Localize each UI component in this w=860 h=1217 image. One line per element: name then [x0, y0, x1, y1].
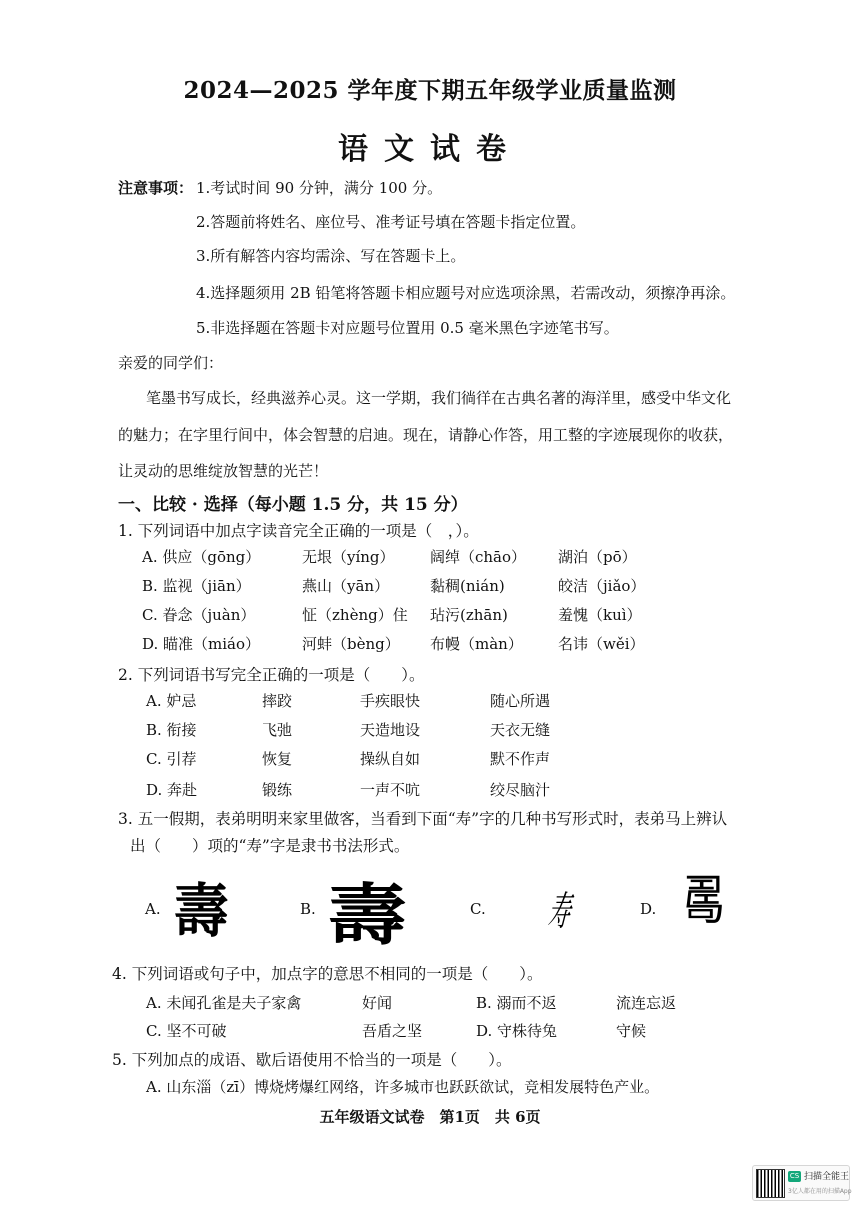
- q1-b-2: 燕山（yān）: [302, 577, 390, 595]
- shou-seal-d-glyph: 𠷎: [678, 869, 728, 932]
- q4-c-2: 吾盾之坚: [362, 1022, 423, 1040]
- q3-option-d-label: D.: [640, 900, 657, 918]
- q3-stem-line-2: 出（ ）项的“寿”字是隶书书法形式。: [130, 837, 410, 855]
- q2-d-2: 锻练: [262, 781, 293, 799]
- notice-item-2: 2.答题前将姓名、座位号、准考证号填在答题卡指定位置。: [196, 213, 586, 231]
- q2-d-3: 一声不吭: [360, 781, 421, 799]
- q1-d-2: 河蚌（bèng）: [302, 635, 400, 653]
- intro-line-3: 让灵动的思维绽放智慧的光芒！: [118, 462, 329, 480]
- shou-seal-a-glyph: 壽: [173, 877, 229, 945]
- q2-c-2: 恢复: [262, 750, 293, 768]
- camscanner-logo-icon: CS: [789, 1172, 800, 1180]
- q3-option-b-label: B.: [300, 900, 316, 918]
- notice-item-1: 1.考试时间 90 分钟，满分 100 分。: [196, 179, 443, 197]
- notice-item-3: 3.所有解答内容均需涂、写在答题卡上。: [196, 247, 466, 265]
- q2-b-2: 飞弛: [262, 721, 293, 739]
- notice-item-5: 5.非选择题在答题卡对应题号位置用 0.5 毫米黑色字迹笔书写。: [196, 319, 619, 337]
- q3-option-a-label: A.: [145, 900, 161, 918]
- q1-a-2: 无垠（yíng）: [302, 548, 395, 566]
- q2-b-4: 天衣无缝: [490, 721, 551, 739]
- q4-stem: 4. 下列词语或句子中，加点字的意思不相同的一项是（ ）。: [112, 965, 543, 983]
- q1-b-3: 黏稠(nián): [430, 577, 505, 595]
- q1-c-2: 怔（zhèng）住: [302, 606, 408, 624]
- greeting: 亲爱的同学们：: [118, 354, 224, 372]
- notice-item-4: 4.选择题须用 2B 铅笔将答题卡相应题号对应选项涂黑，若需改动，须擦净再涂。: [196, 284, 736, 302]
- q1-c-1: C. 眷念（juàn）: [142, 606, 256, 624]
- q1-d-3: 布幔（màn）: [430, 635, 523, 653]
- q1-b-4: 皎洁（jiǎo）: [558, 577, 646, 595]
- watermark-tagline: 3亿人都在用的扫描App: [788, 1188, 852, 1195]
- q4-d-2: 守候: [616, 1022, 647, 1040]
- q1-a-1: A. 供应（gōng）: [142, 548, 261, 566]
- q3-option-c-label: C.: [470, 900, 486, 918]
- q4-a-2: 好闻: [362, 994, 393, 1012]
- q1-d-4: 名讳（wěi）: [558, 635, 645, 653]
- q2-a-2: 摔跤: [262, 692, 293, 710]
- section-1-heading: 一、比较 · 选择（每小题 1.5 分，共 15 分）: [118, 495, 468, 515]
- q1-a-3: 阔绰（chāo）: [430, 548, 527, 566]
- shou-clerical-b-glyph: 壽: [327, 876, 407, 954]
- intro-line-2: 的魅力；在字里行间中，体会智慧的启迪。现在，请静心作答，用工整的字迹展现你的收获，: [118, 426, 734, 444]
- page-footer: 五年级语文试卷 第1页 共 6页: [319, 1108, 541, 1126]
- watermark-app-name: 扫描全能王: [804, 1172, 850, 1182]
- q4-b-1: B. 溺而不返: [476, 994, 557, 1012]
- q2-c-3: 操纵自如: [360, 750, 421, 768]
- q2-stem: 2. 下列词语书写完全正确的一项是（ ）。: [118, 666, 425, 684]
- q4-c-1: C. 坚不可破: [146, 1022, 227, 1040]
- exam-title: 2024—2025 学年度下期五年级学业质量监测: [183, 77, 677, 104]
- q1-a-4: 湖泊（pō）: [558, 548, 637, 566]
- scanner-watermark: [752, 1165, 850, 1201]
- q2-b-1: B. 衔接: [146, 721, 197, 739]
- q4-d-1: D. 守株待兔: [476, 1022, 558, 1040]
- q5-option-a: A. 山东淄（zī）博烧烤爆红网络，许多城市也跃跃欲试，竞相发展特色产业。: [146, 1078, 660, 1096]
- shou-cursive-c-glyph: 寿: [545, 889, 574, 935]
- q2-d-1: D. 奔赴: [146, 781, 198, 799]
- q2-b-3: 天造地设: [360, 721, 421, 739]
- q4-a-1: A. 未闻孔雀是夫子家禽: [146, 994, 302, 1012]
- q2-c-1: C. 引荐: [146, 750, 197, 768]
- q4-b-2: 流连忘返: [616, 994, 677, 1012]
- q2-d-4: 绞尽脑汁: [490, 781, 551, 799]
- intro-line-1: 笔墨书写成长，经典滋养心灵。这一学期，我们徜徉在古典名著的海洋里，感受中华文化: [146, 389, 732, 407]
- q1-stem: 1. 下列词语中加点字读音完全正确的一项是（ ，）。: [118, 522, 479, 540]
- notes-label: 注意事项：: [118, 179, 194, 197]
- q1-c-3: 玷污(zhān): [430, 606, 508, 624]
- q2-c-4: 默不作声: [490, 750, 551, 768]
- q2-a-3: 手疾眼快: [360, 692, 421, 710]
- exam-subtitle: 语文试卷: [338, 132, 522, 167]
- q2-a-1: A. 妒忌: [146, 692, 197, 710]
- q5-stem: 5. 下列加点的成语、歇后语使用不恰当的一项是（ ）。: [112, 1051, 512, 1069]
- q1-b-1: B. 监视（jiān）: [142, 577, 251, 595]
- q3-stem-line-1: 3. 五一假期，表弟明明来家里做客，当看到下面“寿”字的几种书写形式时，表弟马上辨认: [118, 810, 728, 828]
- q1-c-4: 羞愧（kuì）: [558, 606, 642, 624]
- qr-code-icon: [756, 1169, 785, 1198]
- q1-d-1: D. 瞄准（miáo）: [142, 635, 261, 653]
- q2-a-4: 随心所遇: [490, 692, 551, 710]
